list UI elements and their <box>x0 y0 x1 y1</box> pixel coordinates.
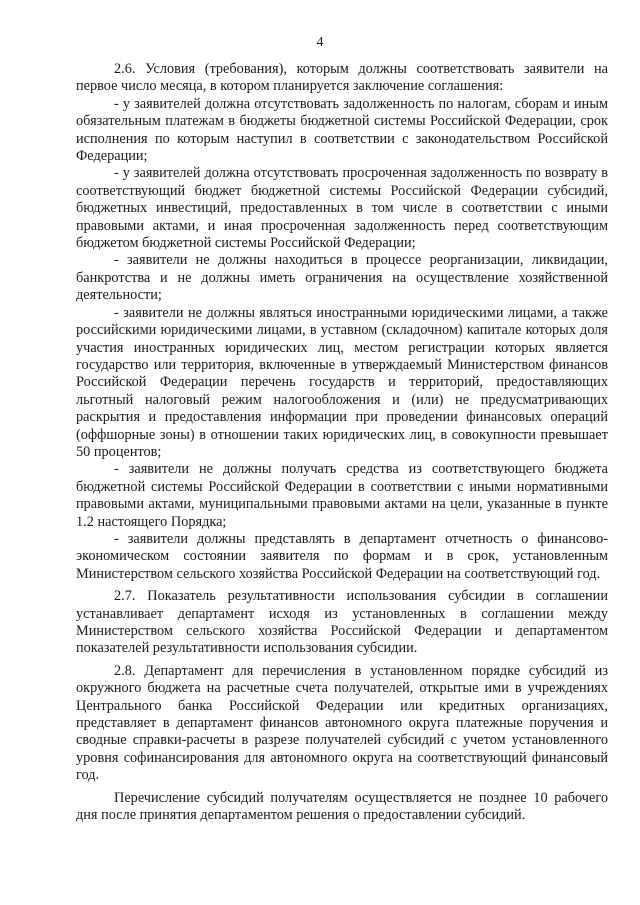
paragraph-tax-debt-condition: - у заявителей должна отсутствовать задолженность по налогам, сборам и иным обязательным платежам в бюджеты бюджетной системы Российской Федерации, срок исполнения по которым наступил в соответствии с законодательством Российской Федерации; <box>76 95 608 165</box>
paragraph-reporting-condition: - заявители должны представлять в департамент отчетность о финансово-экономическом состоянии заявителя по формам и в срок, установленным Министерством сельского хозяйства Российской Федерации на соответствующий год. <box>76 530 608 582</box>
page-number: 4 <box>316 35 324 50</box>
paragraph-transfer-deadline: Перечисление субсидий получателям осуществляется не позднее 10 рабочего дня после принятия департаментом решения о предоставлении субсидий. <box>76 789 608 824</box>
paragraph-2-7: 2.7. Показатель результативности использования субсидии в соглашении устанавливает департамент исходя из установленных в соглашении между Министерством сельского хозяйства Российской Федерации и департаментом показателей результативности использования субсидии. <box>76 588 608 657</box>
paragraph-reorganization-condition: - заявители не должны находиться в процессе реорганизации, ликвидации, банкротства и не должны иметь ограничения на осуществление хозяйственной деятельности; <box>76 252 608 304</box>
paragraph-2-8: 2.8. Департамент для перечисления в установленном порядке субсидий из окружного бюджета на расчетные счета получателей, открытые ими в учреждениях Центрального банка Российской Федерации или кредитных организациях, представляет в департамент финансов автономного округа платежные поручения и сводные справки-расчеты в разрезе получателей субсидий с учетом установленного уровня софинансирования для автономного округа на соответствующий финансовый год. <box>76 662 608 784</box>
paragraph-2-6-intro: 2.6. Условия (требования), которым должны соответствовать заявители на первое число месяца, в котором планируется заключение соглашения: <box>76 61 608 95</box>
paragraph-overdue-debt-condition: - у заявителей должна отсутствовать просроченная задолженность по возврату в соответствующий бюджет бюджетной системы Российской Федерации субсидий, бюджетных инвестиций, предоставленных в том числе в соответствии с иными правовыми актами, и иная просроченная задолженность перед соответствующим бюджетом бюджетной системы Российской Федерации; <box>76 165 608 252</box>
document-body <box>76 61 608 824</box>
paragraph-foreign-entity-condition: - заявители не должны являться иностранными юридическими лицами, а также российскими юридическими лицами, в уставном (складочном) капитале которых доля участия иностранных юридических лиц, местом регистрации которых является государство или территория, включенные в утверждаемый Министерством финансов Российской Федерации перечень государств и территорий, предоставляющих льготный налоговый режим налогообложения и (или) не предусматривающих раскрытия и предоставления информации при проведении финансовых операций (оффшорные зоны) в отношении таких юридических лиц, в совокупности превышает 50 процентов; <box>76 304 608 460</box>
paragraph-budget-funds-condition: - заявители не должны получать средства из соответствующего бюджета бюджетной системы Российской Федерации в соответствии с иными нормативными правовыми актами, муниципальными правовыми актами на цели, указанные в пункте 1.2 настоящего Порядка; <box>76 461 608 530</box>
